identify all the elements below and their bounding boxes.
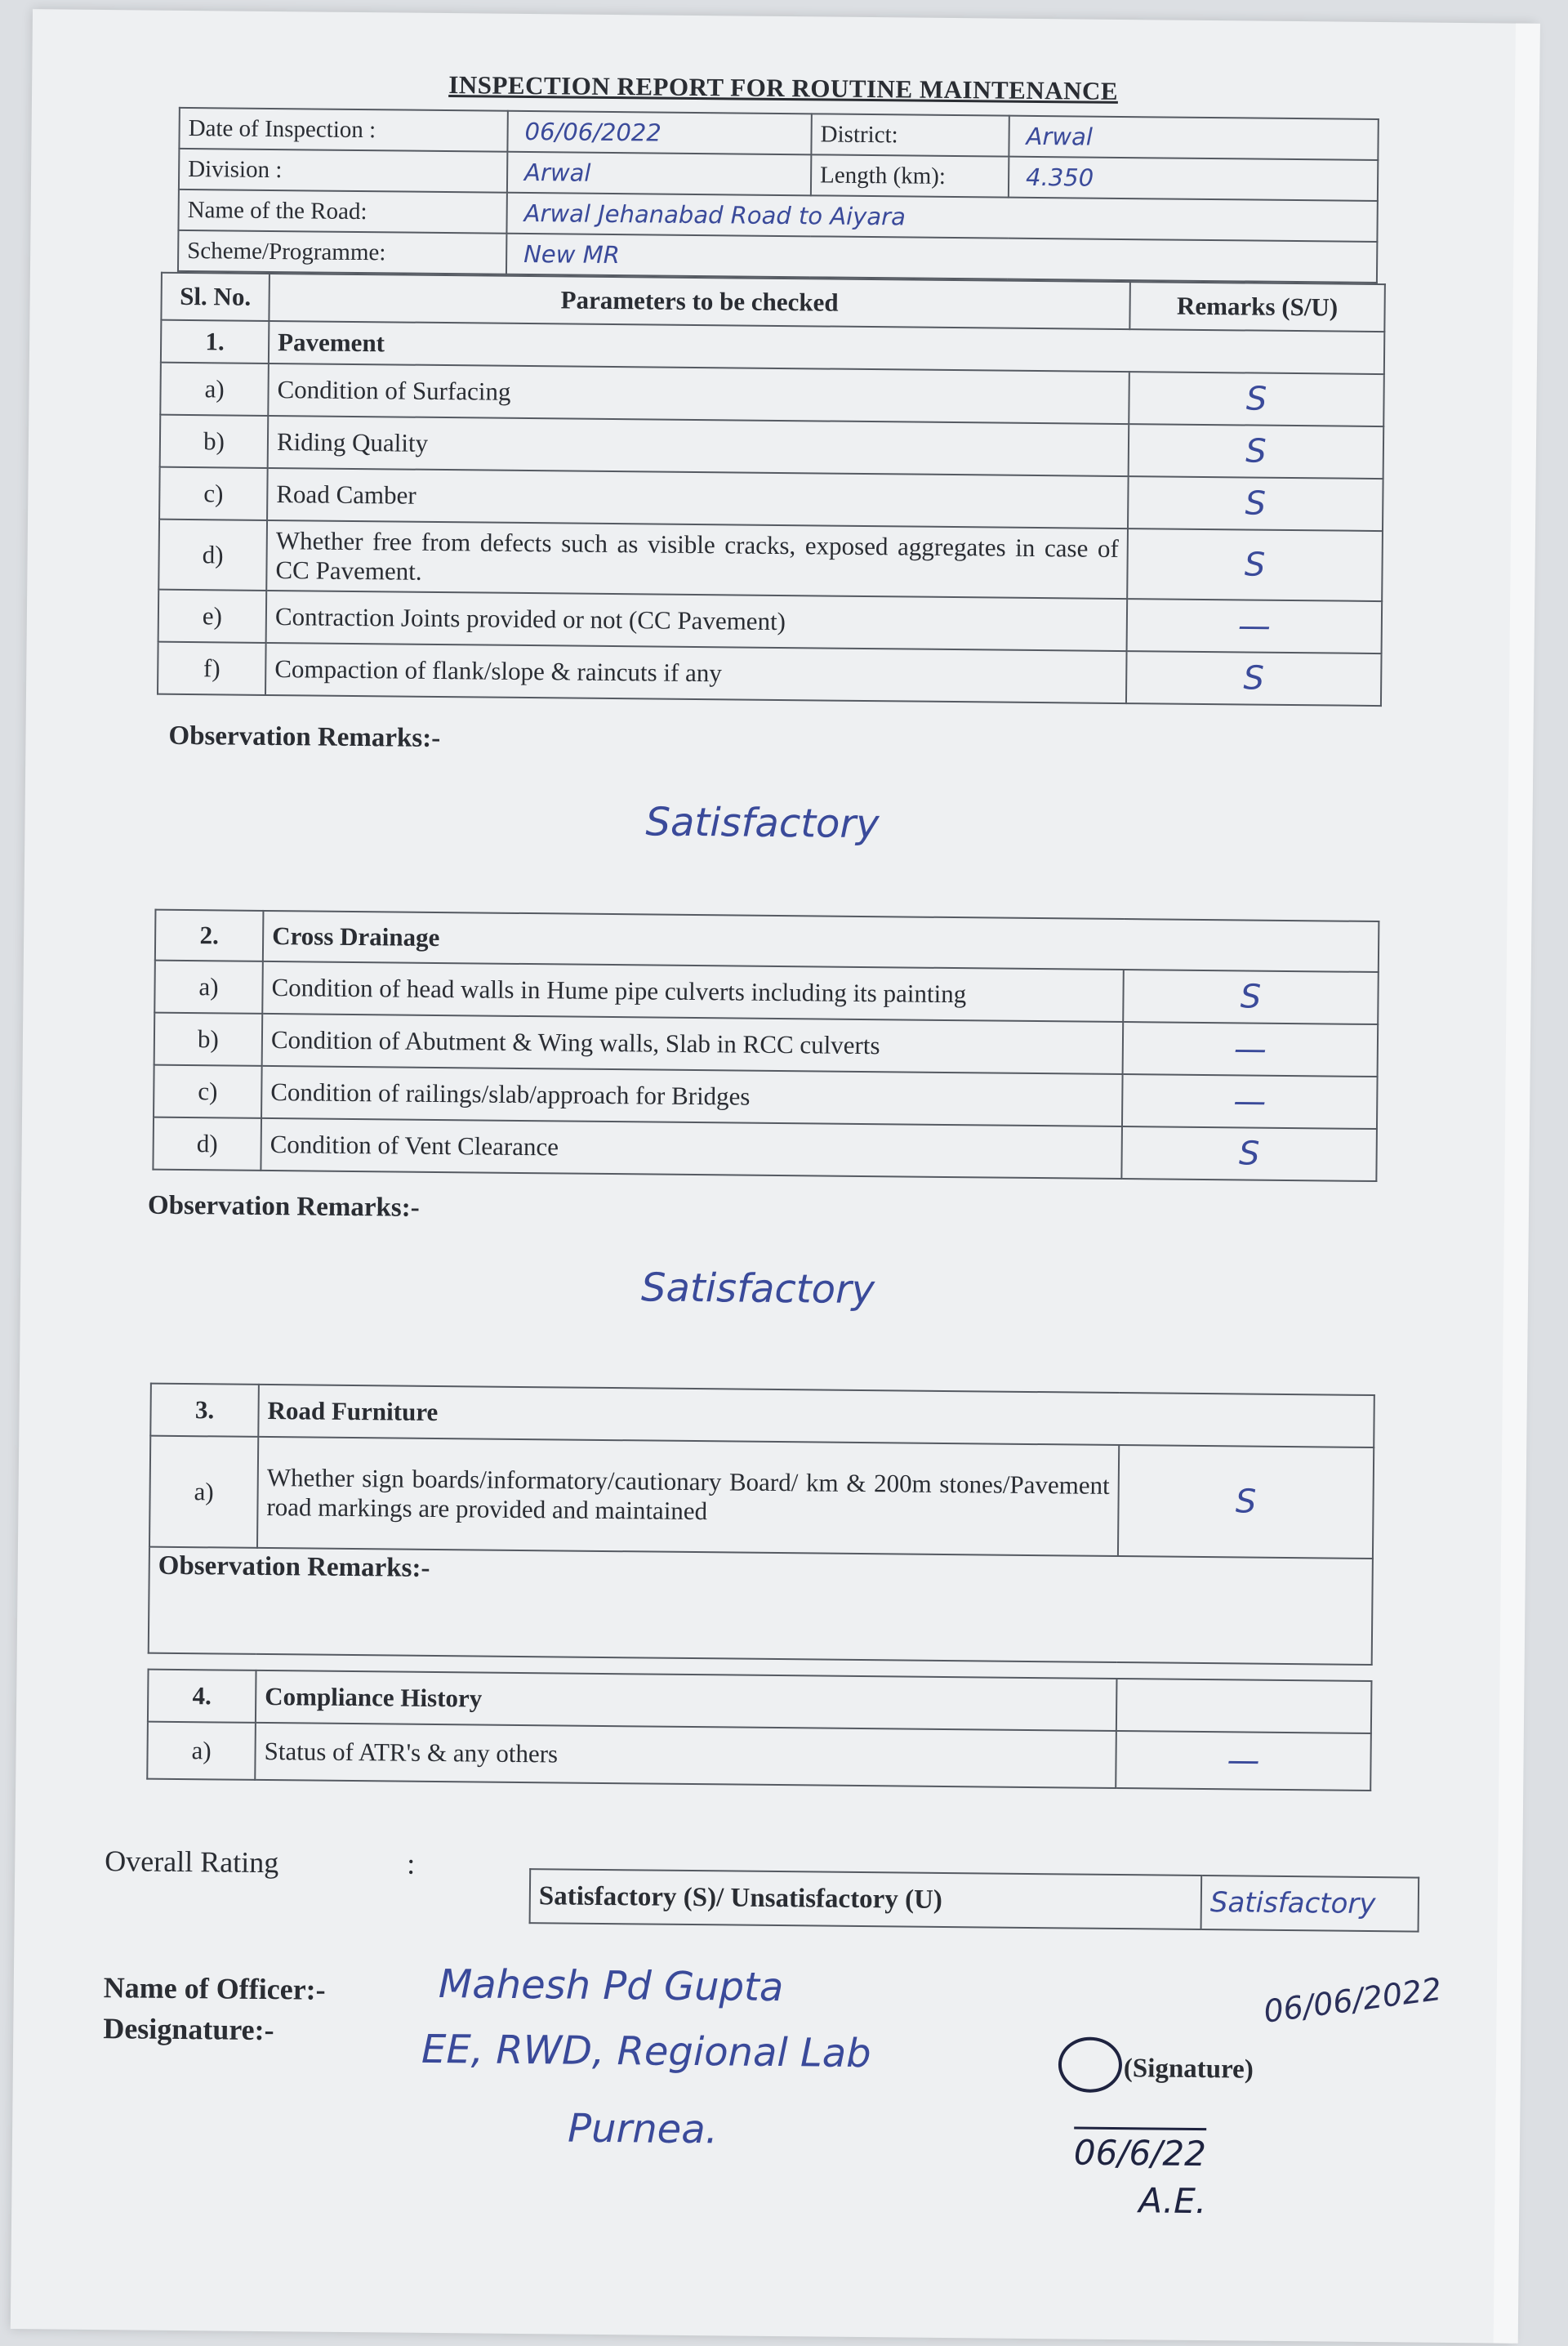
observation-cell bbox=[149, 1547, 1373, 1665]
ae-label: A.E. bbox=[1138, 2180, 1207, 2222]
designation-line1: EE, RWD, Regional Lab bbox=[421, 2026, 871, 2077]
section-number: 4. bbox=[148, 1670, 256, 1723]
item-remark: — bbox=[1123, 1022, 1379, 1077]
section-road-furniture-table bbox=[148, 1383, 1375, 1666]
observation-label: Observation Remarks:- bbox=[158, 1550, 430, 1583]
paper-edge bbox=[1494, 24, 1540, 2344]
item-remark: S bbox=[1123, 970, 1379, 1024]
table-row bbox=[153, 1117, 1377, 1181]
item-text: Status of ATR's & any others bbox=[255, 1723, 1116, 1788]
designation-label: Designature:- bbox=[103, 2012, 274, 2047]
section-compliance-table bbox=[146, 1669, 1372, 1791]
item-id: a) bbox=[154, 961, 263, 1014]
section-number: 1. bbox=[161, 320, 269, 363]
observation-value: Satisfactory bbox=[640, 1264, 875, 1313]
item-remark: S bbox=[1128, 476, 1383, 531]
officer-name-label: Name of Officer:- bbox=[103, 1971, 326, 2006]
section-name: Compliance History bbox=[256, 1670, 1117, 1731]
rating-value: Satisfactory bbox=[1201, 1875, 1419, 1932]
item-text: Whether sign boards/informatory/cautionary Board/ km & 200m stones/Pavement road markings are provided and maintained bbox=[257, 1437, 1119, 1556]
item-text: Contraction Joints provided or not (CC Pavement) bbox=[266, 591, 1128, 651]
road-label: Name of the Road: bbox=[178, 190, 506, 234]
item-id: e) bbox=[158, 590, 267, 643]
date-value: 06/06/2022 bbox=[507, 111, 811, 155]
item-remark: S bbox=[1121, 1126, 1377, 1181]
length-label: Length (km): bbox=[811, 154, 1009, 197]
officer-name-value: Mahesh Pd Gupta bbox=[438, 1961, 784, 2011]
item-remark: S bbox=[1118, 1445, 1374, 1559]
section-name: Pavement bbox=[269, 321, 1384, 374]
countersign-date: 06/06/2022 bbox=[1261, 1970, 1444, 2030]
section-number: 3. bbox=[150, 1384, 259, 1437]
signature-label: (Signature) bbox=[1123, 2054, 1254, 2085]
district-label: District: bbox=[811, 114, 1009, 156]
item-remark: — bbox=[1127, 599, 1383, 653]
item-remark: S bbox=[1126, 651, 1382, 706]
parameters-header: Parameters to be checked bbox=[269, 274, 1130, 329]
item-text: Whether free from defects such as visible cracks, exposed aggregates in case of CC Pavement. bbox=[266, 520, 1128, 599]
observation-label: Observation Remarks:- bbox=[147, 1190, 420, 1223]
section-pavement-table bbox=[157, 272, 1386, 707]
item-text: Condition of head walls in Hume pipe culverts including its painting bbox=[262, 961, 1124, 1022]
item-id: b) bbox=[160, 415, 269, 468]
item-id: d) bbox=[158, 520, 267, 591]
sl-no-header: Sl. No. bbox=[161, 273, 270, 321]
table-row bbox=[149, 1436, 1374, 1559]
remarks-header: Remarks (S/U) bbox=[1129, 282, 1385, 332]
item-remark: S bbox=[1127, 529, 1383, 601]
observation-value: Satisfactory bbox=[645, 799, 880, 848]
overall-rating-label: Overall Rating bbox=[105, 1844, 279, 1880]
item-text: Condition of railings/slab/approach for Bridges bbox=[261, 1066, 1123, 1126]
report-sheet bbox=[11, 9, 1535, 2344]
item-text: Road Camber bbox=[267, 468, 1129, 529]
item-text: Condition of Abutment & Wing walls, Slab in RCC culverts bbox=[262, 1014, 1124, 1074]
overall-rating-table bbox=[529, 1868, 1420, 1932]
section-number: 2. bbox=[155, 910, 264, 961]
district-value: Arwal bbox=[1009, 116, 1378, 160]
item-text: Riding Quality bbox=[268, 416, 1129, 476]
scheme-value: New MR bbox=[506, 234, 1377, 283]
item-id: d) bbox=[153, 1117, 261, 1171]
ae-date: 06/6/22 bbox=[1074, 2127, 1206, 2174]
item-id: a) bbox=[147, 1722, 256, 1780]
signature-mark bbox=[1058, 2036, 1123, 2093]
scheme-label: Scheme/Programme: bbox=[178, 230, 506, 274]
overall-colon: : bbox=[407, 1847, 416, 1880]
item-text: Condition of Vent Clearance bbox=[261, 1118, 1122, 1179]
division-value: Arwal bbox=[507, 152, 811, 196]
item-remark: — bbox=[1116, 1731, 1371, 1791]
section-cross-drainage-table bbox=[152, 909, 1379, 1182]
section-name: Cross Drainage bbox=[263, 911, 1379, 972]
empty-remark bbox=[1116, 1679, 1372, 1733]
road-value: Arwal Jehanabad Road to Aiyara bbox=[506, 193, 1377, 242]
table-row bbox=[147, 1722, 1371, 1791]
item-remark: S bbox=[1129, 424, 1384, 479]
item-text: Condition of Surfacing bbox=[268, 363, 1129, 424]
item-id: c) bbox=[154, 1065, 262, 1118]
table-row bbox=[158, 642, 1382, 706]
item-id: b) bbox=[154, 1013, 263, 1066]
length-value: 4.350 bbox=[1009, 157, 1378, 201]
report-title: INSPECTION REPORT FOR ROUTINE MAINTENANCE bbox=[448, 70, 1119, 105]
observation-label: Observation Remarks:- bbox=[168, 720, 441, 754]
item-id: a) bbox=[160, 363, 269, 416]
rating-scale: Satisfactory (S)/ Unsatisfactory (U) bbox=[530, 1869, 1202, 1929]
designation-line2: Purnea. bbox=[567, 2105, 719, 2153]
date-label: Date of Inspection : bbox=[179, 108, 507, 152]
item-id: c) bbox=[159, 467, 268, 520]
header-table bbox=[177, 107, 1379, 283]
item-id: f) bbox=[158, 642, 266, 695]
table-row bbox=[158, 520, 1383, 601]
item-id: a) bbox=[149, 1436, 258, 1548]
item-remark: — bbox=[1122, 1074, 1378, 1129]
division-label: Division : bbox=[179, 149, 507, 193]
item-text: Compaction of flank/slope & raincuts if any bbox=[265, 643, 1127, 703]
section-name: Road Furniture bbox=[258, 1385, 1374, 1447]
item-remark: S bbox=[1129, 372, 1384, 426]
